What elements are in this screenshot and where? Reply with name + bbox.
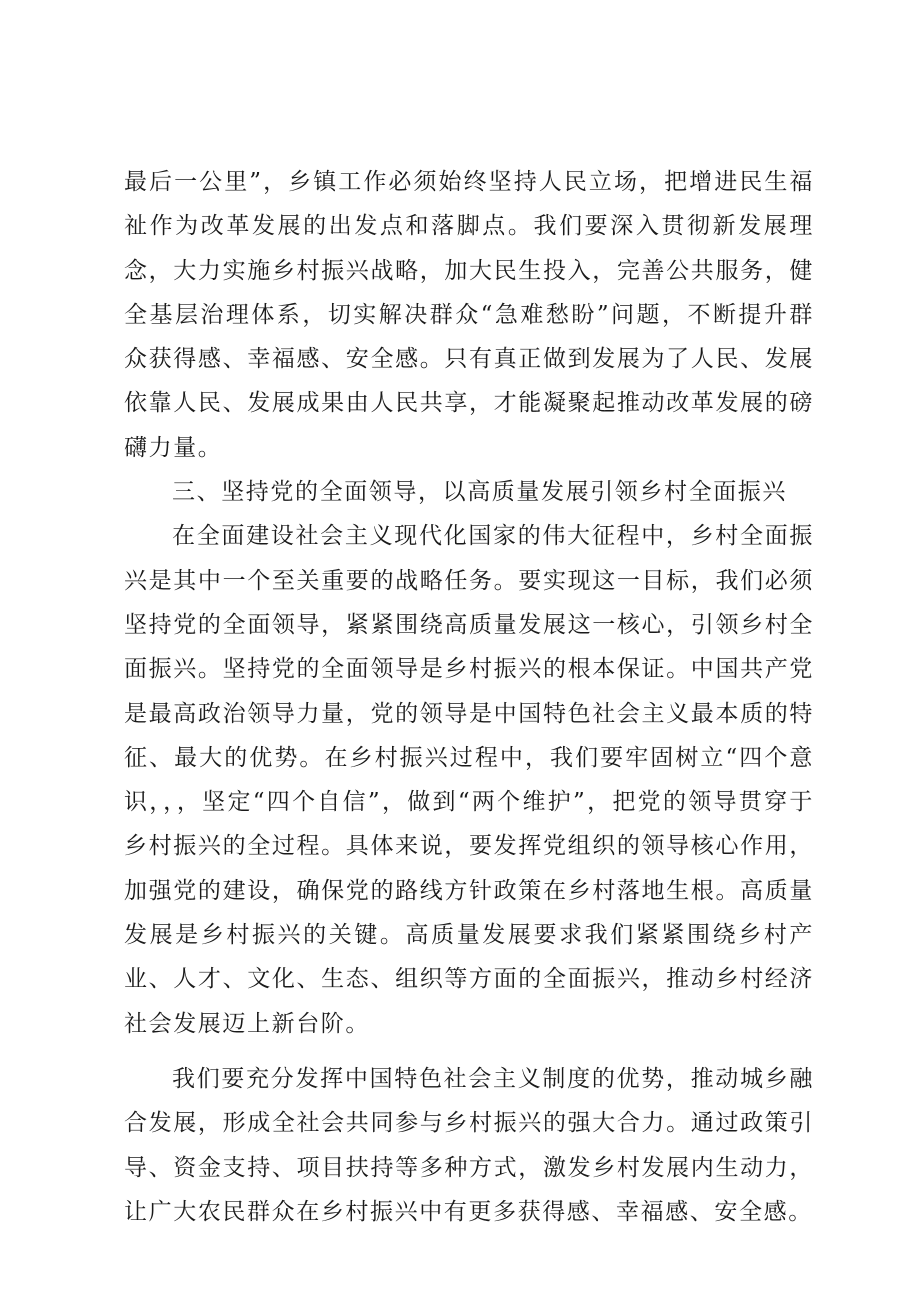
paragraph-institutional-advantage: 我们要充分发挥中国特色社会主义制度的优势，推动城乡融合发展，形成全社会共同参与乡村振兴的强大合力。通过政策引导、资金支持、项目扶持等多种方式，激发乡村发展内生动力，让广大农民群众在乡村振兴中有更多获得感、幸福感、安全感。 bbox=[124, 1065, 814, 1225]
document-body bbox=[124, 160, 814, 1234]
paragraph-continuation: 最后一公里”，乡镇工作必须始终坚持人民立场，把增进民生福祉作为改革发展的出发点和落脚点。我们要深入贯彻新发展理念，大力实施乡村振兴战略，加大民生投入，完善公共服务，健全基层治理体系，切实解决群众“急难愁盼”问题，不断提升群众获得感、幸福感、安全感。只有真正做到发展为了人民、发展依靠人民、发展成果由人民共享，才能凝聚起推动改革发展的磅礴力量。 bbox=[124, 169, 814, 461]
section-heading: 三、坚持党的全面领导，以高质量发展引领乡村全面振兴 bbox=[172, 479, 787, 506]
paragraph-party-leadership: 在全面建设社会主义现代化国家的伟大征程中，乡村全面振兴是其中一个至关重要的战略任务。要实现这一目标，我们必须坚持党的全面领导，紧紧围绕高质量发展这一核心，引领乡村全面振兴。坚持党的全面领导是乡村振兴的根本保证。中国共产党是最高政治领导力量，党的领导是中国特色社会主义最本质的特征、最大的优势。在乡村振兴过程中，我们要牢固树立“四个意识，，，坚定“四个自信”，做到“两个维护”，把党的领导贯穿于乡村振兴的全过程。具体来说，要发挥党组织的领导核心作用，加强党的建设，确保党的路线方针政策在乡村落地生根。高质量发展是乡村振兴的关键。高质量发展要求我们紧紧围绕乡村产业、人才、文化、生态、组织等方面的全面振兴，推动乡村经济社会发展迈上新台阶。 bbox=[124, 523, 814, 1037]
